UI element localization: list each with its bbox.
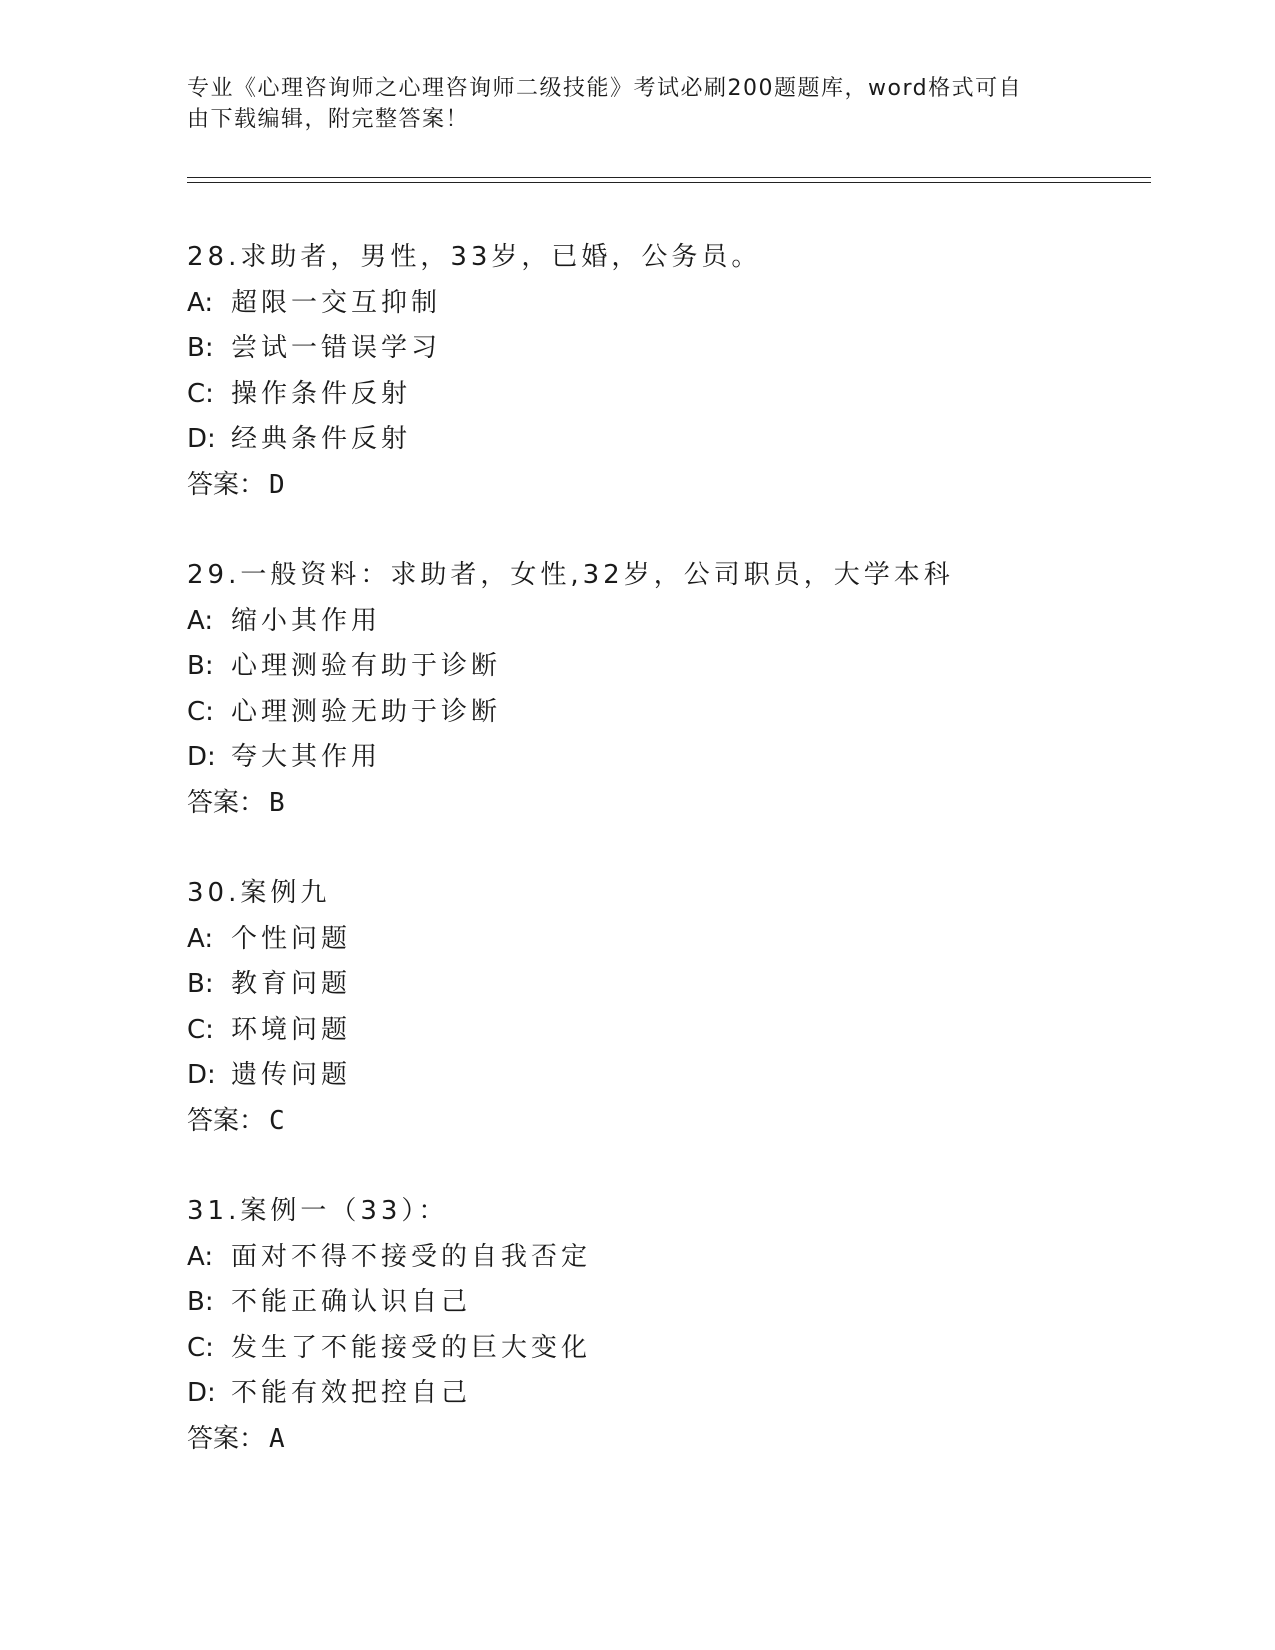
answer-label: 答案： — [187, 469, 266, 500]
option-text: 缩小其作用 — [231, 605, 382, 636]
option-text: 尝试一错误学习 — [231, 333, 442, 363]
option-b — [187, 1280, 1147, 1326]
option-text: 心理测验有助于诊断 — [231, 651, 502, 681]
document-header — [187, 73, 1067, 135]
question-stem: 31.案例一（33）： — [187, 1196, 449, 1226]
option-b — [187, 962, 1147, 1008]
option-b — [187, 326, 1147, 372]
option-text: 遗传问题 — [231, 1060, 352, 1090]
option-text: 经典条件反射 — [231, 424, 412, 454]
question-block — [187, 235, 1147, 508]
option-key: D: — [187, 1060, 216, 1090]
option-key: D: — [187, 1378, 216, 1408]
option-c — [187, 372, 1147, 418]
option-text: 发生了不能接受的巨大变化 — [231, 1332, 592, 1363]
option-key: B: — [187, 651, 214, 681]
option-c — [187, 690, 1147, 736]
option-d — [187, 417, 1147, 463]
option-c — [187, 1008, 1147, 1054]
option-key: D: — [187, 424, 216, 454]
option-key: C: — [187, 378, 214, 409]
option-key: C: — [187, 1332, 214, 1363]
header-divider-top — [187, 177, 1151, 178]
option-d — [187, 1053, 1147, 1099]
option-d — [187, 735, 1147, 781]
option-key: A: — [187, 923, 214, 954]
option-text: 心理测验无助于诊断 — [231, 696, 502, 727]
answer-value: B — [269, 787, 285, 818]
option-key: B: — [187, 333, 214, 363]
answer-label: 答案： — [187, 1423, 266, 1454]
question-block — [187, 871, 1147, 1144]
option-text: 环境问题 — [231, 1014, 352, 1045]
option-text: 面对不得不接受的自我否定 — [231, 1241, 592, 1272]
answer-value: C — [269, 1105, 285, 1136]
option-key: D: — [187, 742, 216, 772]
answer-label: 答案： — [187, 1105, 266, 1136]
option-text: 个性问题 — [231, 923, 352, 954]
option-text: 不能正确认识自己 — [231, 1287, 472, 1317]
answer-value: D — [269, 469, 285, 500]
option-key: A: — [187, 287, 214, 318]
question-stem: 28.求助者，男性，33岁，已婚，公务员。 — [187, 242, 762, 272]
question-block — [187, 553, 1147, 826]
option-text: 操作条件反射 — [231, 378, 412, 409]
option-key: A: — [187, 605, 214, 636]
option-text: 不能有效把控自己 — [231, 1378, 472, 1408]
answer-line — [187, 463, 1147, 509]
option-text: 教育问题 — [231, 969, 352, 999]
question-stem: 30.案例九 — [187, 878, 331, 908]
question-stem: 29.一般资料：求助者，女性,32岁，公司职员，大学本科 — [187, 560, 954, 590]
option-key: B: — [187, 1287, 214, 1317]
option-text: 超限一交互抑制 — [231, 287, 442, 318]
option-a — [187, 917, 1147, 963]
header-line-2: 由下载编辑，附完整答案！ — [187, 107, 470, 132]
option-a — [187, 1235, 1147, 1281]
header-divider-bottom — [187, 182, 1151, 183]
option-key: C: — [187, 696, 214, 727]
option-c — [187, 1326, 1147, 1372]
answer-line — [187, 1417, 1147, 1463]
option-key: C: — [187, 1014, 214, 1045]
answer-value: A — [269, 1423, 285, 1454]
option-a — [187, 599, 1147, 645]
answer-line — [187, 1099, 1147, 1145]
header-line-1: 专业《心理咨询师之心理咨询师二级技能》考试必刷200题题库，word格式可自 — [187, 76, 1023, 101]
answer-line — [187, 781, 1147, 827]
option-key: A: — [187, 1241, 214, 1272]
answer-label: 答案： — [187, 787, 266, 818]
question-block — [187, 1189, 1147, 1462]
option-b — [187, 644, 1147, 690]
option-key: B: — [187, 969, 214, 999]
option-d — [187, 1371, 1147, 1417]
option-text: 夸大其作用 — [231, 742, 382, 772]
option-a — [187, 281, 1147, 327]
